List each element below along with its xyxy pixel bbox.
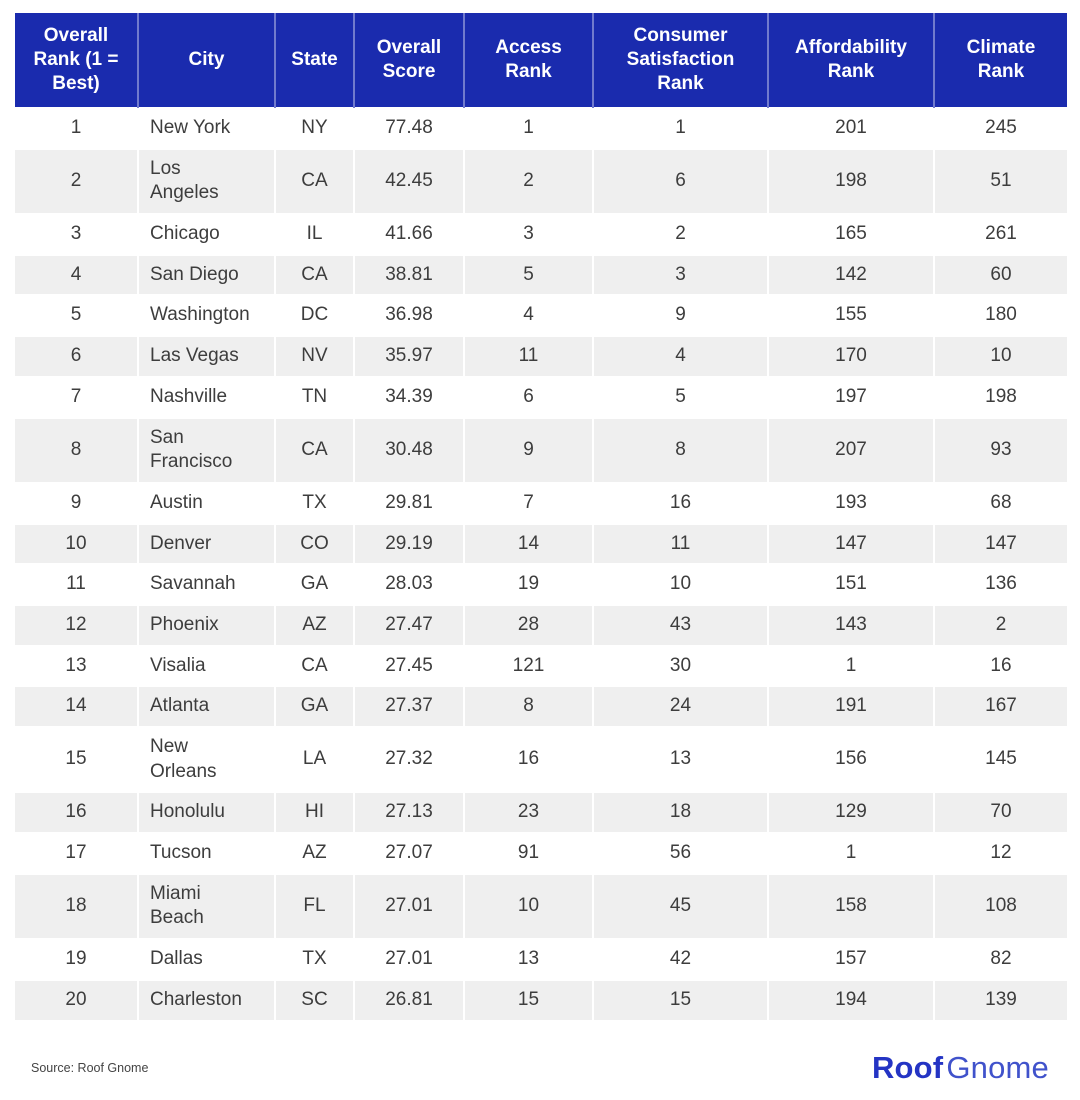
table-cell: NV: [275, 336, 354, 377]
table-cell: 2: [464, 149, 593, 214]
table-cell: NY: [275, 108, 354, 149]
table-row: [15, 418, 1067, 483]
table-cell: 77.48: [354, 108, 464, 149]
table-cell: DC: [275, 295, 354, 336]
table-cell: Austin: [138, 483, 275, 524]
table-cell: 18: [593, 792, 768, 833]
table-cell: 8: [593, 418, 768, 483]
table-cell: Charleston: [138, 980, 275, 1020]
table-cell: San Diego: [138, 255, 275, 296]
table-cell: 35.97: [354, 336, 464, 377]
table-cell: AZ: [275, 833, 354, 874]
table-cell: Dallas: [138, 939, 275, 980]
table-cell: LA: [275, 727, 354, 792]
table-cell: 165: [768, 214, 934, 255]
table-header: [15, 13, 1067, 108]
table-row: [15, 564, 1067, 605]
table-row: [15, 336, 1067, 377]
table-row: [15, 792, 1067, 833]
table-cell: 1: [593, 108, 768, 149]
table-cell: SC: [275, 980, 354, 1020]
table-cell: 13: [593, 727, 768, 792]
table-cell: 8: [464, 686, 593, 727]
table-cell: 41.66: [354, 214, 464, 255]
column-header: Overall Score: [354, 13, 464, 108]
table-row: [15, 483, 1067, 524]
table-cell: 51: [934, 149, 1067, 214]
column-header: Access Rank: [464, 13, 593, 108]
table-cell: GA: [275, 686, 354, 727]
table-cell: 167: [934, 686, 1067, 727]
table-cell: 147: [768, 524, 934, 565]
table-cell: 23: [464, 792, 593, 833]
table-cell: TX: [275, 939, 354, 980]
table-cell: 191: [768, 686, 934, 727]
table-header-row: [15, 13, 1067, 108]
logo-word-roof: Roof: [871, 1050, 944, 1085]
table-cell: 27.45: [354, 646, 464, 687]
table-cell: 27.07: [354, 833, 464, 874]
table-cell: 121: [464, 646, 593, 687]
table-row: [15, 214, 1067, 255]
table-cell: 6: [15, 336, 138, 377]
page: [0, 13, 1080, 1100]
table-cell: 2: [593, 214, 768, 255]
logo-word-gnome: Gnome: [946, 1050, 1049, 1085]
table-cell: 70: [934, 792, 1067, 833]
table-cell: IL: [275, 214, 354, 255]
column-header: State: [275, 13, 354, 108]
table-cell: 7: [464, 483, 593, 524]
table-cell: 139: [934, 980, 1067, 1020]
table-cell: 151: [768, 564, 934, 605]
table-cell: 27.01: [354, 874, 464, 939]
table-cell: 12: [15, 605, 138, 646]
table-cell: 16: [934, 646, 1067, 687]
table-cell: 28: [464, 605, 593, 646]
table-cell: CO: [275, 524, 354, 565]
table-row: [15, 980, 1067, 1020]
table-row: [15, 939, 1067, 980]
table-cell: 30: [593, 646, 768, 687]
table-row: [15, 646, 1067, 687]
table-cell: 27.13: [354, 792, 464, 833]
table-cell: Las Vegas: [138, 336, 275, 377]
footer: [0, 1050, 1080, 1086]
table-cell: 12: [934, 833, 1067, 874]
table-cell: 9: [464, 418, 593, 483]
table-cell: 157: [768, 939, 934, 980]
table-cell: CA: [275, 255, 354, 296]
column-header: City: [138, 13, 275, 108]
table-cell: 28.03: [354, 564, 464, 605]
table-cell: 7: [15, 377, 138, 418]
table-cell: 60: [934, 255, 1067, 296]
table-cell: 4: [15, 255, 138, 296]
table-cell: 93: [934, 418, 1067, 483]
table-cell: 155: [768, 295, 934, 336]
table-cell: 5: [464, 255, 593, 296]
table-cell: 34.39: [354, 377, 464, 418]
table-cell: 194: [768, 980, 934, 1020]
table-cell: 201: [768, 108, 934, 149]
table-cell: 56: [593, 833, 768, 874]
table-cell: 8: [15, 418, 138, 483]
brand-logo: [872, 1050, 1049, 1086]
table-cell: 43: [593, 605, 768, 646]
table-cell: 3: [593, 255, 768, 296]
table-cell: 15: [593, 980, 768, 1020]
table-cell: 27.37: [354, 686, 464, 727]
table-cell: 38.81: [354, 255, 464, 296]
table-cell: 142: [768, 255, 934, 296]
table-cell: Savannah: [138, 564, 275, 605]
table-cell: 14: [464, 524, 593, 565]
table-cell: HI: [275, 792, 354, 833]
table-cell: 6: [464, 377, 593, 418]
table-cell: 180: [934, 295, 1067, 336]
table-row: [15, 255, 1067, 296]
table-cell: 108: [934, 874, 1067, 939]
table-cell: 45: [593, 874, 768, 939]
table-cell: 2: [15, 149, 138, 214]
table-cell: 82: [934, 939, 1067, 980]
table-cell: CA: [275, 418, 354, 483]
table-cell: 198: [934, 377, 1067, 418]
table-cell: New Orleans: [138, 727, 275, 792]
table-cell: TN: [275, 377, 354, 418]
table-cell: New York: [138, 108, 275, 149]
table-cell: 14: [15, 686, 138, 727]
table-cell: CA: [275, 149, 354, 214]
table-cell: 158: [768, 874, 934, 939]
table-cell: 143: [768, 605, 934, 646]
table-row: [15, 149, 1067, 214]
table-cell: Chicago: [138, 214, 275, 255]
table-cell: 11: [593, 524, 768, 565]
table-cell: 16: [15, 792, 138, 833]
table-cell: 42: [593, 939, 768, 980]
table-cell: 26.81: [354, 980, 464, 1020]
table-cell: 16: [464, 727, 593, 792]
column-header: Consumer Satisfaction Rank: [593, 13, 768, 108]
table-cell: 245: [934, 108, 1067, 149]
table-row: [15, 874, 1067, 939]
table-cell: Atlanta: [138, 686, 275, 727]
table-cell: 5: [593, 377, 768, 418]
table-cell: 5: [15, 295, 138, 336]
table-cell: 36.98: [354, 295, 464, 336]
table-cell: 170: [768, 336, 934, 377]
table-cell: 30.48: [354, 418, 464, 483]
table-cell: 6: [593, 149, 768, 214]
table-cell: 10: [593, 564, 768, 605]
table-cell: 156: [768, 727, 934, 792]
column-header: Climate Rank: [934, 13, 1067, 108]
table-cell: 10: [934, 336, 1067, 377]
table-cell: 29.19: [354, 524, 464, 565]
table-cell: 27.32: [354, 727, 464, 792]
table-cell: 19: [15, 939, 138, 980]
table-cell: 147: [934, 524, 1067, 565]
table-row: [15, 605, 1067, 646]
table-cell: TX: [275, 483, 354, 524]
table-cell: 3: [15, 214, 138, 255]
table-cell: 27.47: [354, 605, 464, 646]
table-cell: San Francisco: [138, 418, 275, 483]
table-row: [15, 377, 1067, 418]
table-cell: 10: [464, 874, 593, 939]
table-cell: FL: [275, 874, 354, 939]
table-cell: Tucson: [138, 833, 275, 874]
table-cell: 4: [464, 295, 593, 336]
table-cell: 1: [464, 108, 593, 149]
table-cell: GA: [275, 564, 354, 605]
table-cell: Washington: [138, 295, 275, 336]
table-row: [15, 524, 1067, 565]
table-cell: 17: [15, 833, 138, 874]
table-cell: 19: [464, 564, 593, 605]
source-note: Source: Roof Gnome: [31, 1061, 149, 1075]
table-cell: 16: [593, 483, 768, 524]
table-cell: 3: [464, 214, 593, 255]
table-cell: 136: [934, 564, 1067, 605]
table-cell: 24: [593, 686, 768, 727]
table-cell: AZ: [275, 605, 354, 646]
table-cell: 193: [768, 483, 934, 524]
table-row: [15, 833, 1067, 874]
table-cell: 15: [15, 727, 138, 792]
table-cell: 198: [768, 149, 934, 214]
table-cell: Los Angeles: [138, 149, 275, 214]
table-cell: 2: [934, 605, 1067, 646]
table-cell: 15: [464, 980, 593, 1020]
table-cell: Honolulu: [138, 792, 275, 833]
table-cell: 1: [768, 646, 934, 687]
table-cell: 11: [15, 564, 138, 605]
table-cell: 4: [593, 336, 768, 377]
table-cell: 129: [768, 792, 934, 833]
table-cell: Phoenix: [138, 605, 275, 646]
table-cell: 20: [15, 980, 138, 1020]
column-header: Affordability Rank: [768, 13, 934, 108]
table-cell: 9: [15, 483, 138, 524]
table-cell: 1: [15, 108, 138, 149]
table-cell: 9: [593, 295, 768, 336]
table-cell: 11: [464, 336, 593, 377]
table-cell: Visalia: [138, 646, 275, 687]
table-cell: 68: [934, 483, 1067, 524]
table-row: [15, 727, 1067, 792]
table-cell: 1: [768, 833, 934, 874]
table-body: [15, 108, 1067, 1020]
table-cell: CA: [275, 646, 354, 687]
table-row: [15, 686, 1067, 727]
table-cell: Nashville: [138, 377, 275, 418]
table-cell: 10: [15, 524, 138, 565]
table-cell: 29.81: [354, 483, 464, 524]
table-cell: 91: [464, 833, 593, 874]
table-row: [15, 295, 1067, 336]
table-cell: 42.45: [354, 149, 464, 214]
table-cell: 207: [768, 418, 934, 483]
table-cell: 18: [15, 874, 138, 939]
column-header: Overall Rank (1 = Best): [15, 13, 138, 108]
table-cell: Miami Beach: [138, 874, 275, 939]
table-cell: Denver: [138, 524, 275, 565]
table-cell: 261: [934, 214, 1067, 255]
table-cell: 145: [934, 727, 1067, 792]
table-row: [15, 108, 1067, 149]
table-cell: 27.01: [354, 939, 464, 980]
table-cell: 13: [464, 939, 593, 980]
table-cell: 197: [768, 377, 934, 418]
city-rankings-table: [15, 13, 1067, 1020]
table-cell: 13: [15, 646, 138, 687]
